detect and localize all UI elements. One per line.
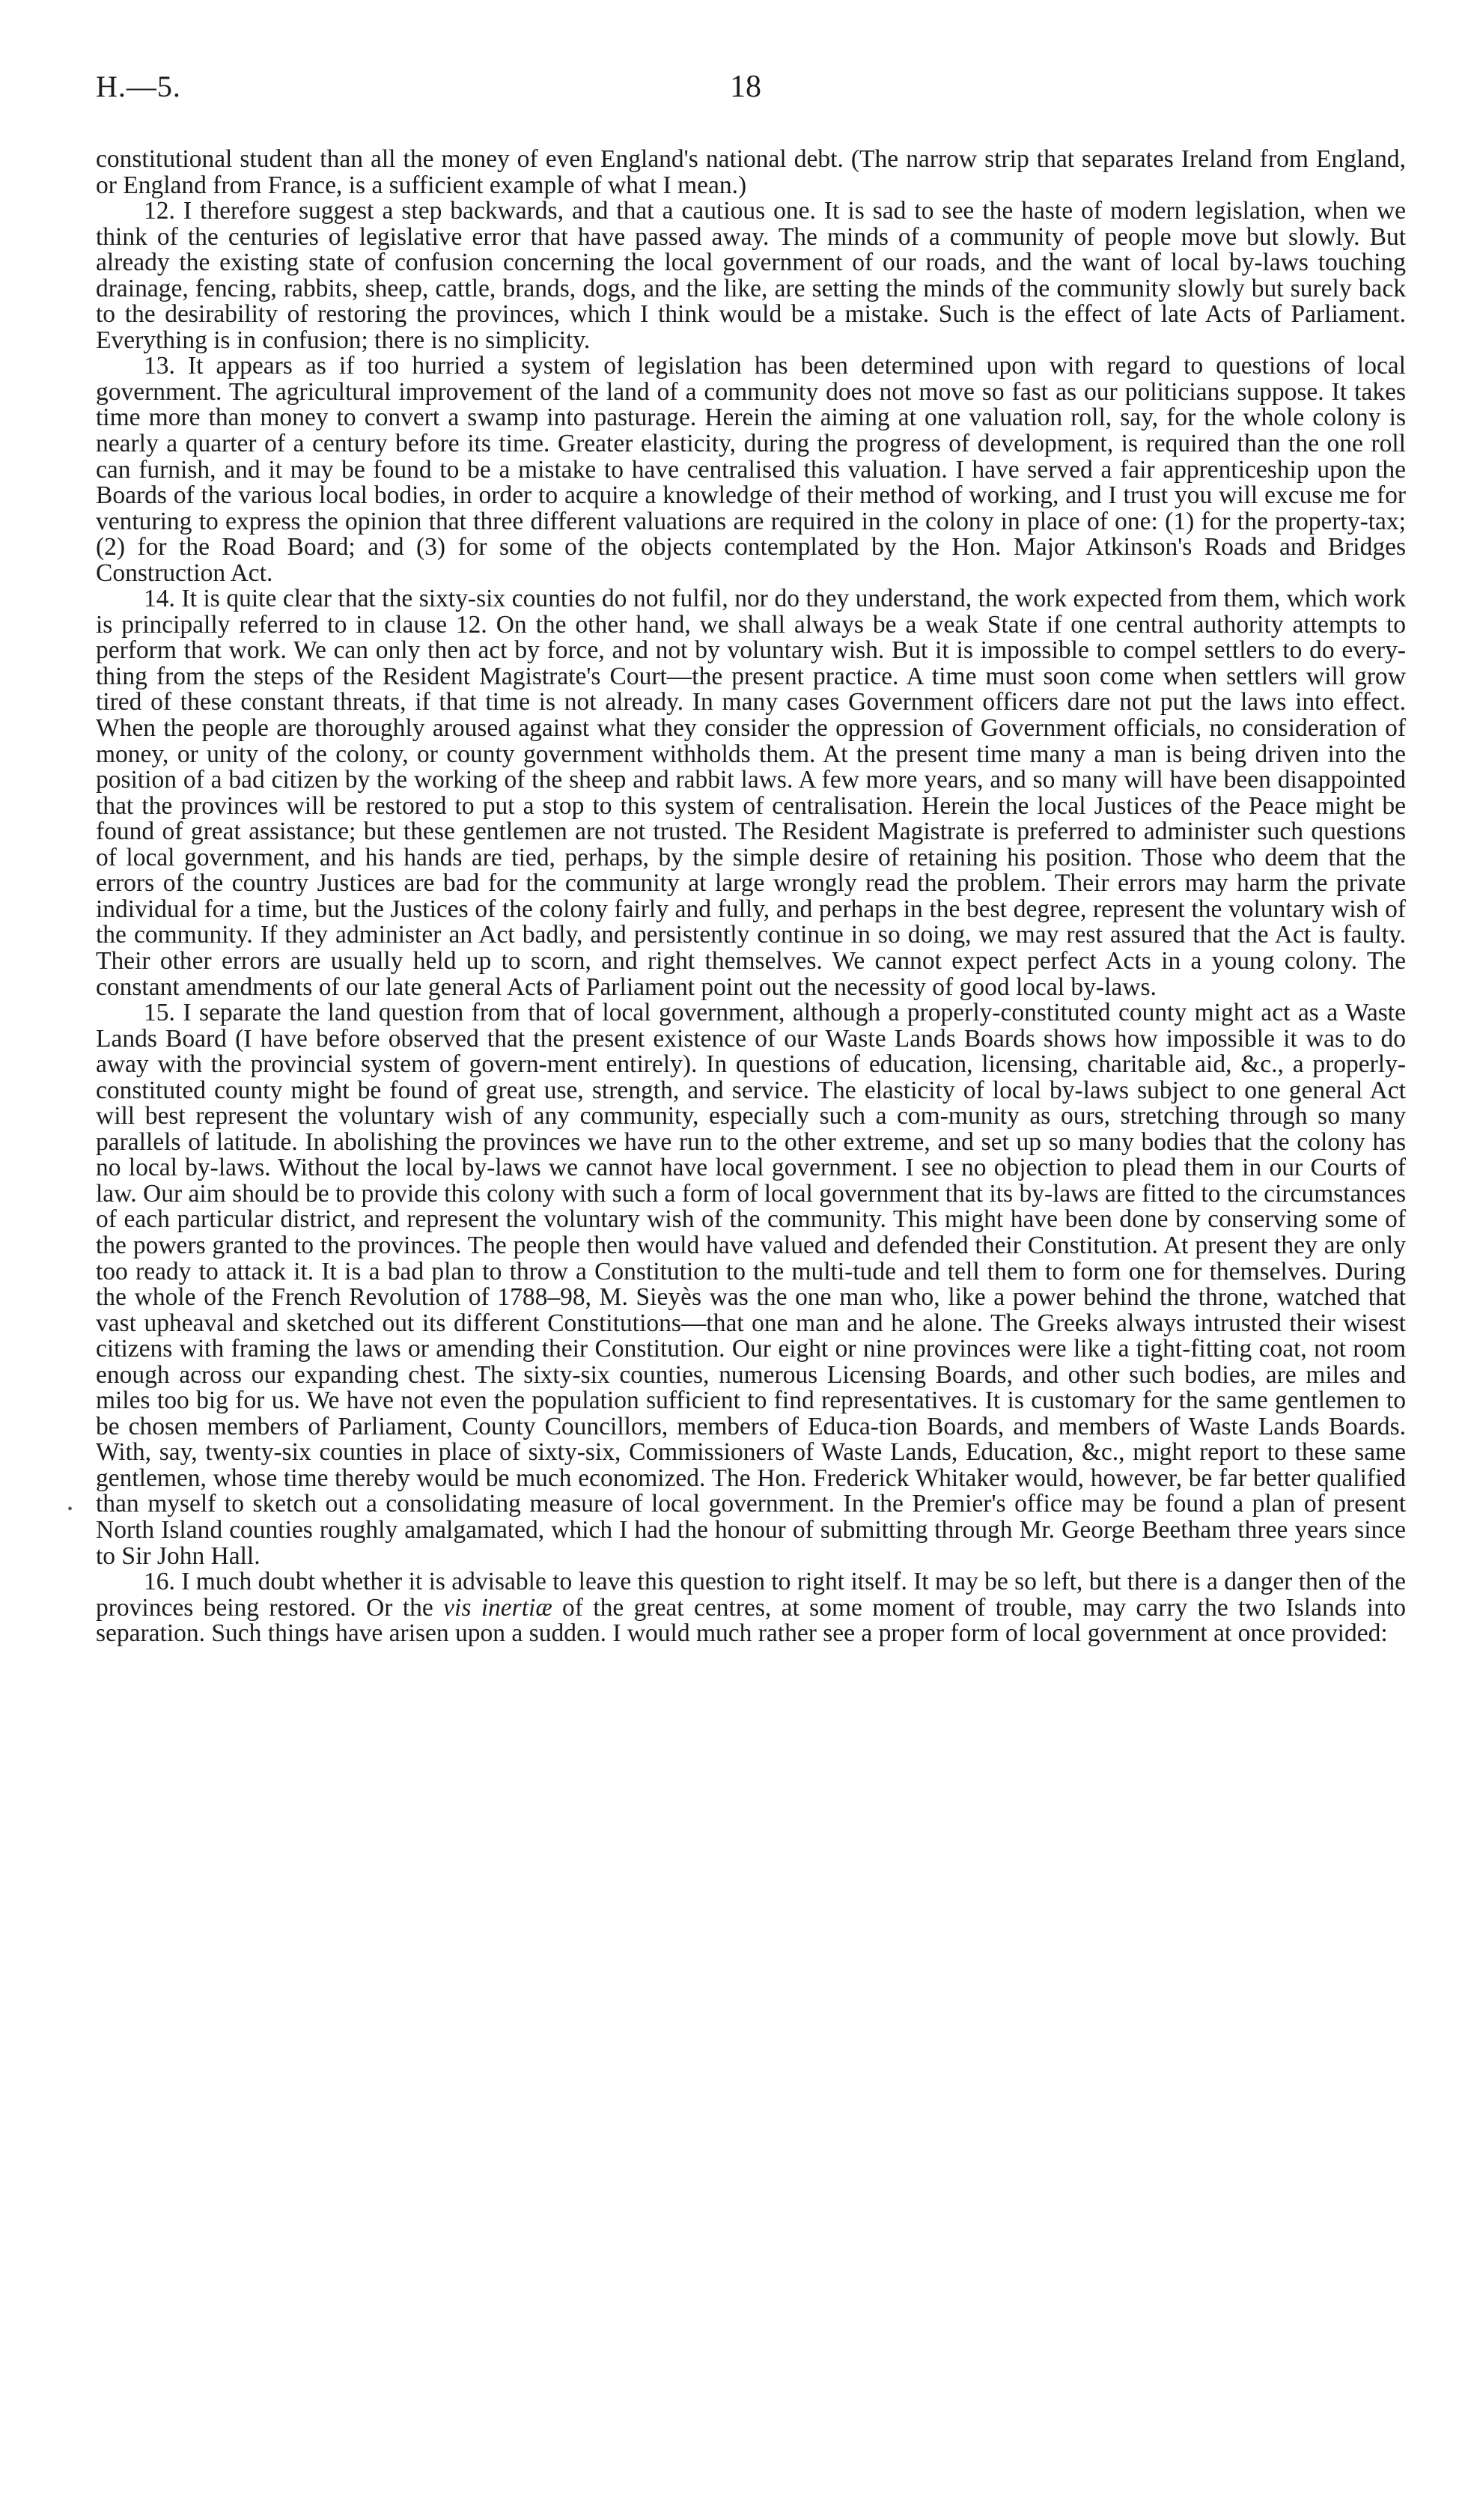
paragraph-16-part1: 16. I much doubt whether it is advisable to leave this question to right itself. It may be so left, but there is a danger then of the provinces being restored. Or the [96, 1568, 1406, 1622]
paragraph-16-part2: of the great centres, at some moment of trouble, may carry the two Islands into separation. Such things have arisen upon a sudden. I would much rather see a proper form of local government at once provided: [96, 1593, 1406, 1648]
paragraph-16-italic: vis inertiæ [443, 1593, 552, 1622]
body-text [96, 147, 1406, 1647]
paragraph-16 [96, 1569, 1406, 1647]
page-number: 18 [730, 70, 761, 104]
paragraph-13: 13. It appears as if too hurried a system of legislation has been determined upon with regard to questions of local government. The agricultural improvement of the land of a community does not move so fast as our politicians suppose. It takes time more than money to convert a swamp into pasturage. Herein the aiming at one valuation roll, say, for the whole colony is nearly a quarter of a century before its time. Greater elasticity, during the progress of development, is required than the one roll can furnish, and it may be found to be a mistake to have centralised this valuation. I have served a fair apprenticeship upon the Boards of the various local bodies, in order to acquire a knowledge of their method of working, and I trust you will excuse me for venturing to express the opinion that three different valuations are required in the colony in place of one: (1) for the property-tax; (2) for the Road Board; and (3) for some of the objects contemplated by the Hon. Major Atkinson's Roads and Bridges Construction Act. [96, 352, 1406, 587]
margin-mark: • [67, 1501, 73, 1518]
document-reference: H.—5. [96, 70, 181, 103]
paragraph-15: 15. I separate the land question from that of local government, although a properly-constituted county might act as a Waste Lands Board (I have before observed that the present existence of our Waste Lands Boards shows how impossible it was to do away with the provincial system of govern-ment entirely). In questions of education, licensing, charitable aid, &c., a properly-constituted county might be found of great use, strength, and service. The elasticity of local by-laws subject to one general Act will best represent the voluntary wish of any community, especially such a com-munity as ours, stretching through so many parallels of latitude. In abolishing the provinces we have run to the other extreme, and set up so many bodies that the colony has no local by-laws. Without the local by-laws we cannot have local government. I see no objection to plead them in our Courts of law. Our aim should be to provide this colony with such a form of local government that its by-laws are fitted to the circumstances of each particular district, and represent the voluntary wish of the community. This might have been done by conserving some of the powers granted to the provinces. The people then would have valued and defended their Constitution. At present they are only too ready to attack it. It is a bad plan to throw a Constitution to the multi-tude and tell them to form one for themselves. During the whole of the French Revolution of 1788–98, M. Sieyès was the one man who, like a power behind the throne, watched that vast upheaval and sketched out its different Constitutions—that one man and he alone. The Greeks always intrusted their wisest citizens with framing the laws or amending their Constitution. Our eight or nine provinces were like a tight-fitting coat, not room enough across our expanding chest. The sixty-six counties, numerous Licensing Boards, and other such bodies, are miles and miles too big for us. We have not even the population sufficient to find representatives. It is customary for the same gentlemen to be chosen members of Parliament, County Councillors, members of Educa-tion Boards, and members of Waste Lands Boards. With, say, twenty-six counties in place of sixty-six, Commissioners of Waste Lands, Education, &c., might report to these same gentlemen, whose time thereby would be much economized. The Hon. Frederick Whitaker would, however, be far better qualified than myself to sketch out a consolidating measure of local government. In the Premier's office may be found a plan of present North Island counties roughly amalgamated, which I had the honour of submitting through Mr. George Beetham three years since to Sir John Hall. [96, 999, 1406, 1570]
paragraph-continued: constitutional student than all the money of even England's national debt. (The narrow strip that separates Ireland from England, or England from France, is a sufficient example of what I mean.) [96, 145, 1406, 199]
page-header [96, 69, 1406, 114]
paragraph-14: 14. It is quite clear that the sixty-six counties do not fulfil, nor do they understand, the work expected from them, which work is principally referred to in clause 12. On the other hand, we shall always be a weak State if one central authority attempts to perform that work. We can only then act by force, and not by voluntary wish. But it is impossible to compel settlers to do every-thing from the steps of the Resident Magistrate's Court—the present practice. A time must soon come when settlers will grow tired of these constant threats, if that time is not already. In many cases Government officers dare not put the laws into effect. When the people are thoroughly aroused against what they consider the oppression of Government officials, no consideration of money, or unity of the colony, or county government withholds them. At the present time many a man is being driven into the position of a bad citizen by the working of the sheep and rabbit laws. A few more years, and so many will have been disappointed that the provinces will be restored to put a stop to this system of centralisation. Herein the local Justices of the Peace might be found of great assistance; but these gentlemen are not trusted. The Resident Magistrate is preferred to administer such questions of local government, and his hands are tied, perhaps, by the simple desire of retaining his position. Those who deem that the errors of the country Justices are bad for the community at large wrongly read the problem. Their errors may harm the private individual for a time, but the Justices of the colony fairly and fully, and perhaps in the best degree, represent the voluntary wish of the community. If they administer an Act badly, and persistently continue in so doing, we may rest assured that the Act is faulty. Their other errors are usually held up to scorn, and right themselves. We cannot expect perfect Acts in a young colony. The constant amendments of our late general Acts of Parliament point out the necessity of good local by-laws. [96, 585, 1406, 1001]
paragraph-12: 12. I therefore suggest a step backwards, and that a cautious one. It is sad to see the haste of modern legislation, when we think of the centuries of legislative error that have passed away. The minds of a community of people move but slowly. But already the existing state of confusion concerning the local government of our roads, and the want of local by-laws touching drainage, fencing, rabbits, sheep, cattle, brands, dogs, and the like, are setting the minds of the community slowly but surely back to the desirability of restoring the provinces, which I think would be a mistake. Such is the effect of late Acts of Parliament. Everything is in confusion; there is no simplicity. [96, 197, 1406, 354]
